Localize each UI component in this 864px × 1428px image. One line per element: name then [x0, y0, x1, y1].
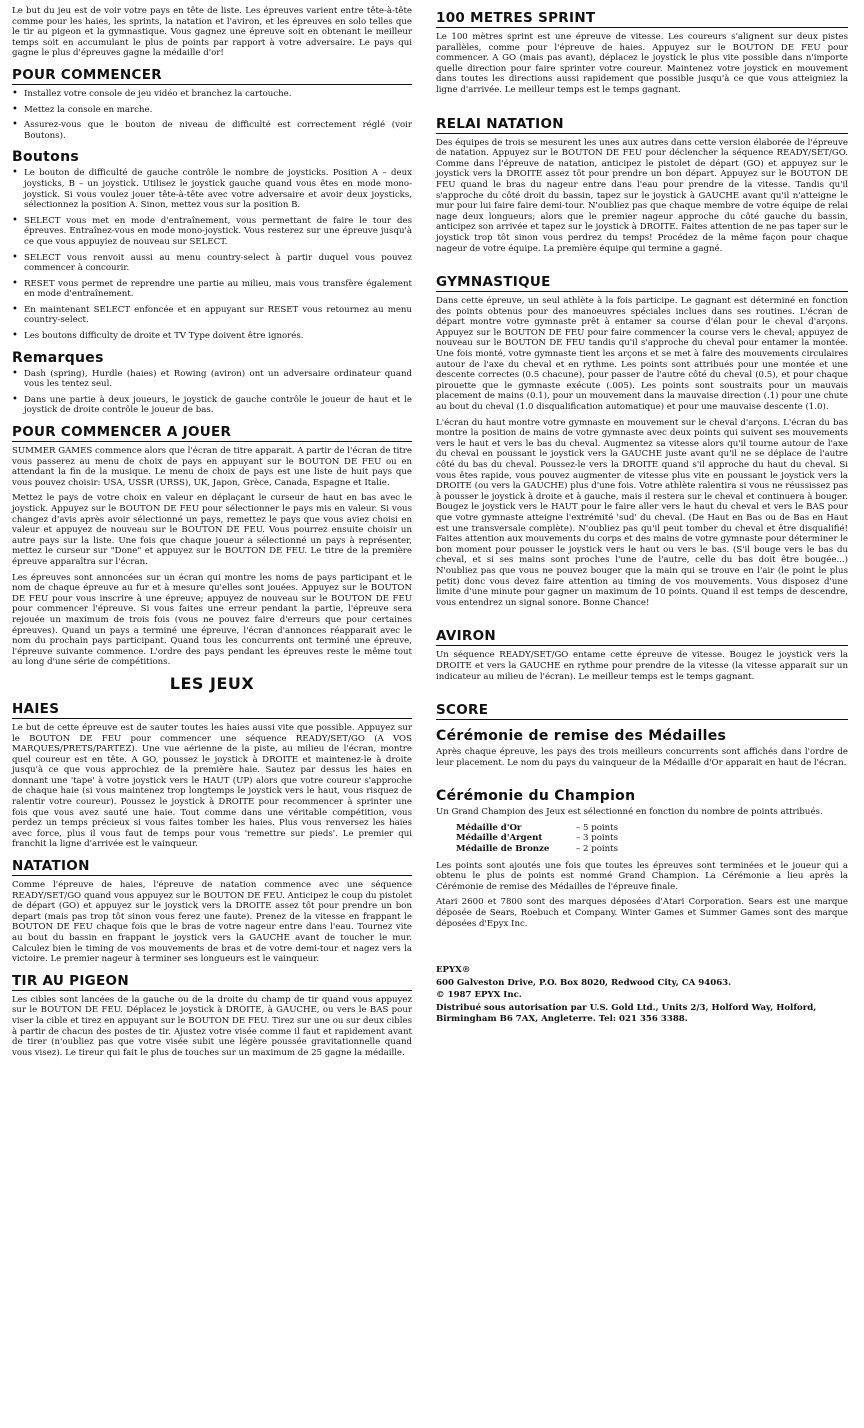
- medal-name: Médaille d'Argent: [456, 833, 543, 844]
- score-heading: SCORE: [436, 702, 848, 720]
- left-column: [12, 6, 412, 1063]
- gymnastique-paragraph: Dans cette épreuve, un seul athlète à la fois participe. Le gagnant est déterminé en fonction des points obtenus pour des manoeuvres spéciales inclues dans ses routines. L'écran de départ montre votre gymnaste prêt à entamer sa course d'élan pour le cheval d'arçons. Appuyez sur le BOUTON DE FEU pour faire commencer la course vers le cheval; appuyez de nouveau sur le BOUTON DE FEU tandis qu'il s'approche du cheval pour entamer la montée. Une fois monté, votre gymnaste tient les arçons et se met à faire des mouvements circulaires autour de l'axe du cheval et en rythme. Les points sont attribués pour une montée et une descente correctes (0.5 chacune), pour passer de l'autre côté du cheval (0.5), et pour chaque pirouette que le gymnaste exécute (.005). Les points sont soustraits pour un mauvais placement de mains (0.1), pour un mouvement dans la mauvaise direction (.1) pour une chute au bout du cheval (1.0 disqualification automatique) et pour une mauvaise descente (1.0).: [436, 296, 848, 413]
- pour-jouer-paragraph: SUMMER GAMES commence alors que l'écran de titre apparait. A partir de l'écran de titre vous passerez au menu de choix de pays en appuyant sur le BOUTON DE FEU ou en attendant la fin de la musique. Le menu de choix de pays est une liste de huit pays que vous pouvez choisir: USA, USSR (URSS), UK, Japon, Grèce, Canada, Espagne et Italie.: [12, 446, 412, 488]
- aviron-text: Un séquence READY/SET/GO entame cette épreuve de vitesse. Bougez le joystick vers la DROITE et vers la GAUCHE en rythme pour prendre de la vitesse (la vitesse apparait sur un indicateur au milieu de l'écran). Le meilleur temps est le temps gagnant.: [436, 650, 848, 682]
- medal-row: [456, 844, 848, 855]
- medal-points-table: [456, 823, 848, 855]
- trademarks-text: Atari 2600 et 7800 sont des marques déposées d'Atari Corporation. Sears est une marque déposée de Sears, Roebuch et Company. Winter Games et Summer Games sont des marque déposées d'Epyx Inc.: [436, 897, 848, 929]
- brand-mark: EPYX®: [436, 965, 471, 976]
- les-jeux-title: LES JEUX: [169, 673, 255, 693]
- medal-points: – 2 points: [576, 844, 619, 855]
- list-item: • SELECT vous met en mode d'entraînement, vous permettant de faire le tour des épreuves. Entraînez-vous en mode mono-joystick. Vous resterez sur une épreuve jusqu'à ce que vous appuyiez de nouveau sur SELECT.: [12, 216, 412, 248]
- champion-text: Un Grand Champion des Jeux est sélectionné en fonction du nombre de points attribués.: [436, 807, 823, 818]
- gymnastique-heading: GYMNASTIQUE: [436, 274, 848, 292]
- boutons-heading: Boutons: [12, 149, 79, 166]
- medal-row: [456, 833, 848, 844]
- list-item: • Installez votre console de jeu vidéo et branchez la cartouche.: [12, 89, 412, 100]
- copyright-text: © 1987 EPYX Inc.: [436, 990, 522, 1001]
- list-item: • Les boutons difficulty de droite et TV Type doivent être ignorés.: [12, 331, 412, 342]
- medal-name: Médaille de Bronze: [456, 844, 550, 855]
- medal-row: [456, 823, 848, 834]
- pour-jouer-heading: POUR COMMENCER A JOUER: [12, 424, 412, 442]
- natation-heading: NATATION: [12, 858, 412, 876]
- list-item: • Le bouton de difficulté de gauche contrôle le nombre de joysticks. Position A – deux joysticks, B – un joystick. Utilisez le joystick gauche quand vous êtes en mode mono-joystick. Si vous voulez jouer tête-à-tête avec votre adversaire et avoir deux joysticks, sélectionnez la position A. Sinon, mettez vous sur la position B.: [12, 168, 412, 210]
- champion-heading: Cérémonie du Champion: [436, 788, 636, 805]
- sprint-heading: 100 METRES SPRINT: [436, 10, 848, 28]
- list-item: • Dans une partie à deux joueurs, le joystick de gauche contrôle le joueur de haut et le joystick de droite contrôle le joueur de bas.: [12, 395, 412, 416]
- footer: [436, 965, 848, 1024]
- sprint-text: Le 100 mètres sprint est une épreuve de vitesse. Les coureurs s'alignent sur deux pistes parallèles, comme pour l'épreuve de haies. Appuyez sur le BOUTON DE FEU pour commencer. A GO (mais pas avant), déplacez le joystick le plus vite possible dans n'importe quelle direction pour faire sprinter votre coureur. Maintenez votre joystick en mouvement dans toutes les directions aussi rapidement que possible jusqu'à ce que vous atteigniez la ligne d'arrivée. Le meilleur temps est le temps gagnant.: [436, 32, 848, 95]
- list-item: • RESET vous permet de reprendre une partie au milieu, mais vous transfère également en mode d'entraînement.: [12, 279, 412, 300]
- haies-text: Le but de cette épreuve est de sauter toutes les haies aussi vite que possible. Appuyez sur le BOUTON DE FEU pour commencer une séquence READY/SET/GO (A VOS MARQUES/PRETS/PARTEZ). Une vue aérienne de la piste, au milieu de l'écran, montre quel coureur est en tête. A GO, poussez le joystick à DROITE et maintenez-le à droite jusqu'à ce que vous approchiez de la première haie. Sautez par dessus les haies en donnant une 'tape' à votre joystick vers le HAUT (UP) alors que votre coureur s'approche de chaque haie (si vous maintenez trop longtemps le joystick vers le haut, vous risquez de ralentir votre coureur). Poussez le joystick à DROITE pour recommencer à sprinter une fois que vous avez sauté une haie. Tout comme dans une véritable compétition, vous perdez un temps précieux si vous faites tomber les haies. Plus vous renversez les haies avec force, plus il vous faut de temps pour vous 'remettre sur pieds'. Le premier qui franchit la ligne d'arrivée est le vainqueur.: [12, 722, 412, 850]
- tir-heading: TIR AU PIGEON: [12, 973, 412, 991]
- relai-text: Des équipes de trois se mesurent les unes aux autres dans cette version élaborée de l'épreuve de natation. Appuyez sur le BOUTON DE FEU pour déclencher la séquence READY/SET/GO. Comme dans l'épreuve de natation, anticipez le pistolet de départ (GO) et appuyez sur le joystick vers la DROITE assez tôt pour prendre un bon départ. Appuyez sur le BOUTON DE FEU quand le bras du nageur entre dans l'eau pour prendre de la vitesse. Tandis qu'il s'approche du côté droit du bassin, tapez sur le joystick à GAUCHE avant qu'il n'atteigne le mur pour lui faire faire demi-tour. N'oubliez pas que chaque membre de votre équipe de relai nage deux longueurs; alors que le premier nageur approche du côté gauche du bassin, anticipez son arrivée et tapez sur le joystick à DROITE. Faites attention de ne pas taper sur le joystick trop tôt sinon vous perdrez du temps! Procédez de la même façon pour chaque nageur de votre équipe. La première équipe qui termine a gagné.: [436, 137, 848, 254]
- list-item: • SELECT vous renvoit aussi au menu country-select à partir duquel vous pouvez commencer à concourir.: [12, 253, 412, 274]
- aviron-heading: AVIRON: [436, 628, 848, 646]
- medailles-text: Après chaque épreuve, les pays des trois meilleurs concurrents sont affichés dans l'ordre de leur placement. Le nom du pays du vainqueur de la Médaille d'Or apparait en haut de l'écran.: [436, 747, 848, 768]
- pour-commencer-list: [12, 89, 412, 141]
- right-column: [436, 6, 848, 1026]
- medailles-heading: Cérémonie de remise des Médailles: [436, 728, 727, 745]
- pour-jouer-paragraph: Les épreuves sont annoncées sur un écran qui montre les noms de pays participant et le nom de chaque épreuve au fur et à mesure qu'elles sont jouées. Appuyez sur le BOUTON DE FEU pour vous inscrire à une épreuve; appuyez de nouveau sur le BOUTON DE FEU pour commencer l'épreuve. Si vous faites une erreur pendant la partie, l'épreuve sera rejouée un maximum de trois fois (vous ne pouvez faire d'erreurs que pour certaines épreuves). Quand un pays a terminé une épreuve, l'écran d'annonces réapparait avec le nom du prochain pays participant. Quand tous les concurrents ont terminé une épreuve, l'épreuve suivante commence. L'ordre des pays pendant les épreuves reste le même tout au long d'une série de compétitions.: [12, 572, 412, 668]
- natation-text: Comme l'épreuve de haies, l'épreuve de natation commence avec une séquence READY/SET/GO quand vous appuyez sur le BOUTON DE FEU. Anticipez le coup du pistolet de départ (GO) et appuyez sur le joystick vers la DROITE assez tôt pour prendre un bon depart (mais pas trop tôt sinon vous ferez une faute). Prenez de la vitesse en frappant le BOUTON DE FEU chaque fois que le bras de votre nageur entre dans l'eau. Tournez vite au bout du bassin en frappant le joystick vers la GAUCHE avant de toucher le mur. Calculez bien le timing de vos mouvements de bras et de votre demi-tour et nagez vers la victoire. Le premier nageur à terminer ses longueurs est le vainqueur.: [12, 880, 412, 965]
- intro-text: Le but du jeu est de voir votre pays en tête de liste. Les épreuves varient entre tête-à-tête comme pour les haies, les sprints, la natation et l'aviron, et les épreuves en solo telles que le tir au pigeon et la gymnastique. Vous gagnez une épreuve soit en obtenant le meilleur temps soit en accumulant le plus de points par rapport à votre adversaire. Le pays qui gagne le plus d'épreuves gagne la médaille d'or!: [12, 6, 412, 59]
- list-item: • Mettez la console en marche.: [12, 105, 412, 116]
- address-text: 600 Galveston Drive, P.O. Box 8020, Redwood City, CA 94063.: [436, 977, 732, 988]
- list-item: • Dash (spring), Hurdle (haies) et Rowing (aviron) ont un adversaire ordinateur quand vous les tentez seul.: [12, 369, 412, 390]
- gymnastique-paragraph: L'écran du haut montre votre gymnaste en mouvement sur le cheval d'arçons. L'écran du bas montre la position de mains de votre gymnaste avec deux points qui suivent ses mouvements vers le haut et vers le bas du cheval. Augmentez sa vitesse alors qu'il tourne autour de l'axe du cheval en poussant le joystick vers la GAUCHE juste avant qu'il ne se déplace de l'autre côté du bas du cheval. Poussez-le vers la DROITE quand s'il approche du haut du cheval. Si vous êtes rapide, vous pouvez augmenter de vitesse plus vite en poussant le joystick vers la DROITE (ou vers la GAUCHE) plus d'une fois. Votre athlète ralentira si vous ne réussissez pas à pousser le joystick à droite et à gauche, mais il restera sur le cheval et continuera à bouger. Bougez le joystick vers le HAUT pour le faire aller vers le haut du cheval et vers le BAS pour que votre gymnaste atteigne l'extrémité 'sud' du cheval. (De Haut en Bas ou de Bas en Haut est une transversale complète). N'oubliez pas qu'il peut tomber du cheval et être disqualifié! Faites attention aux mouvements du corps et des mains de votre gymnaste pour déterminer le bon moment pour pousser le joystick vers le haut ou vers le bas. (S'il bouge vers le bas du cheval, et si ses mains sont proches l'une de l'autre, celle du bas doit être bougée...) N'oubliez pas que vous ne pouvez bouger que la main qui se trouve en l'air (le point le plus petit) donc vous devez faire attention au timing de vos mouvements. Vous disposez d'une limite d'une minute pour gagner un maximum de 10 points. Quand il est temps de descendre, vous entendrez un signal sonore. Bonne Chance!: [436, 417, 848, 608]
- distribution-text: Distribué sous autorisation par U.S. Gold Ltd., Units 2/3, Holford Way, Holford, Birmingham B6 7AX, Angleterre. Tel: 021 356 3388.: [436, 1003, 817, 1024]
- medal-name: Médaille d'Or: [456, 822, 522, 833]
- relai-heading: RELAI NATATION: [436, 116, 848, 134]
- remarques-list: [12, 369, 412, 416]
- medal-points: – 5 points: [576, 822, 619, 833]
- champion-text-2: Les points sont ajoutés une fois que toutes les épreuves sont terminées et le joueur qui a obtenu le plus de points est nommé Grand Champion. La Cérémonie a lieu après la Cérémonie de remise des Médailles de l'épreuve finale.: [436, 860, 848, 892]
- remarques-heading: Remarques: [12, 349, 104, 366]
- medal-points: – 3 points: [576, 833, 619, 844]
- list-item: • En maintenant SELECT enfoncée et en appuyant sur RESET vous retournez au menu country-select.: [12, 305, 412, 326]
- tir-text: Les cibles sont lancées de la gauche ou de la droite du champ de tir quand vous appuyez sur le BOUTON DE FEU. Déplacez le joystick à DROITE, à GAUCHE, ou vers le BAS pour viser la cible et tirez en appuyant sur le BOUTON DE FEU. Tirez sur une ou sur deux cibles à partir de chacun des postes de tir. Ajustez votre visée comme il faut et rapidement avant de tirer (n'oubliez pas que votre visée subit une légère poussée gravitationnelle quand vous visez). Le tireur qui fait le plus de touches sur un maximum de 25 gagne la médaille.: [12, 994, 412, 1058]
- haies-heading: HAIES: [12, 701, 412, 719]
- boutons-list: [12, 168, 412, 341]
- pour-jouer-paragraph: Mettez le pays de votre choix en valeur en déplaçant le curseur de haut en bas avec le joystick. Appuyez sur le BOUTON DE FEU pour sélectionner le pays mis en valeur. Si vous changez d'avis après avoir sélectionné un pays, remettez le pays que vous aviez choisi en valeur et appuyez de nouveau sur le BOUTON DE FEU. Vous pourrez ensuite choisir un autre pays sur la liste. Une fois que chaque joueur a sélectionné un pays à représenter, mettez le curseur sur "Done" et appuyez sur le BOUTON DE FEU. Le titre de la première épreuve apparaîtra sur l'écran.: [12, 493, 412, 567]
- list-item: • Assurez-vous que le bouton de niveau de difficulté est correctement réglé (voir Boutons).: [12, 120, 412, 141]
- pour-commencer-heading: POUR COMMENCER: [12, 67, 412, 85]
